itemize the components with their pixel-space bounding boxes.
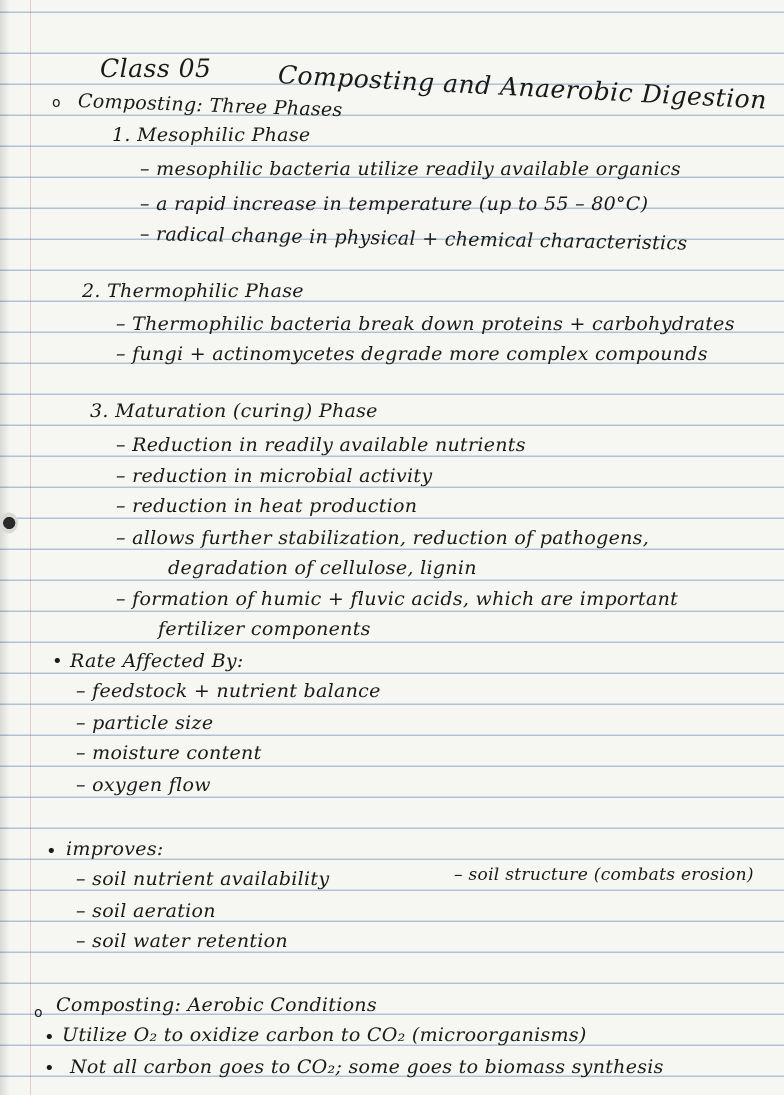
phase3-item-3: – reduction in heat production xyxy=(116,495,418,517)
improves-item-3: – soil water retention xyxy=(76,930,288,952)
rate-item-1: – feedstock + nutrient balance xyxy=(76,680,381,702)
filled-bullet: • xyxy=(52,651,63,672)
filled-bullet: • xyxy=(44,1027,55,1048)
filled-bullet: • xyxy=(44,1058,55,1079)
open-bullet: o xyxy=(34,1005,43,1021)
class-title: Class 05 xyxy=(100,54,212,83)
phase3-item-4: – allows further stabilization, reduction of pathogens, xyxy=(116,527,650,549)
section-heading-composting-phases: Composting: Three Phases xyxy=(77,90,343,122)
filled-bullet: • xyxy=(46,841,57,862)
rate-heading: Rate Affected By: xyxy=(70,650,244,672)
phase1-item-1: – mesophilic bacteria utilize readily available organics xyxy=(140,158,681,180)
page-edge-shadow xyxy=(0,0,10,1095)
phase2-item-2: – fungi + actinomycetes degrade more complex compounds xyxy=(116,343,708,365)
rate-item-2: – particle size xyxy=(76,712,214,734)
phase1-item-3: – radical change in physical + chemical characteristics xyxy=(139,223,688,255)
improves-heading: improves: xyxy=(66,838,164,860)
aerobic-item-1: Utilize O₂ to oxidize carbon to CO₂ (microorganisms) xyxy=(62,1024,587,1046)
phase2-item-1: – Thermophilic bacteria break down proteins + carbohydrates xyxy=(116,313,735,335)
phase3-item-2: – reduction in microbial activity xyxy=(116,465,433,487)
phase3-heading: 3. Maturation (curing) Phase xyxy=(90,400,378,422)
improves-item-1: – soil nutrient availability xyxy=(76,868,330,890)
rate-item-4: – oxygen flow xyxy=(76,774,211,796)
binder-hole-icon xyxy=(0,512,18,534)
margin-line xyxy=(30,0,31,1095)
open-bullet: o xyxy=(52,95,61,111)
phase2-heading: 2. Thermophilic Phase xyxy=(82,280,304,302)
phase3-item-4-continued: degradation of cellulose, lignin xyxy=(168,557,477,579)
phase3-item-1: – Reduction in readily available nutrients xyxy=(116,434,526,456)
class-subtitle: Composting and Anaerobic Digestion xyxy=(277,60,768,115)
rate-item-3: – moisture content xyxy=(76,742,262,764)
improves-side-item: – soil structure (combats erosion) xyxy=(454,865,754,885)
section-heading-aerobic: Composting: Aerobic Conditions xyxy=(56,994,377,1016)
phase3-item-5: – formation of humic + fluvic acids, which are important xyxy=(116,588,679,610)
aerobic-item-2: Not all carbon goes to CO₂; some goes to biomass synthesis xyxy=(70,1056,664,1078)
improves-item-2: – soil aeration xyxy=(76,900,216,922)
phase1-heading: 1. Mesophilic Phase xyxy=(112,124,311,146)
phase1-item-2: – a rapid increase in temperature (up to 55 – 80°C) xyxy=(140,193,649,215)
phase3-item-5-continued: fertilizer components xyxy=(158,618,371,640)
